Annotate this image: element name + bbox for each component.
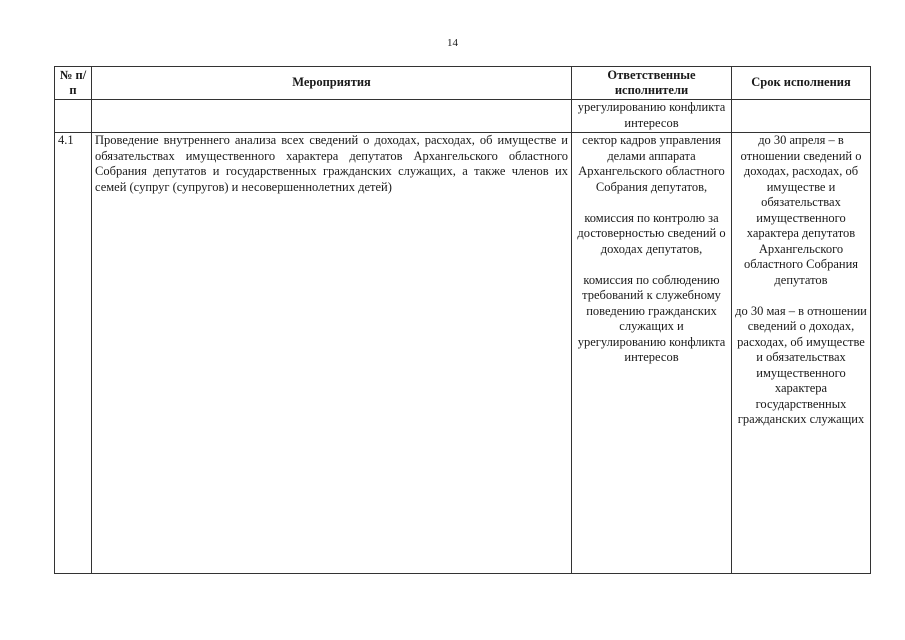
cell-responsible <box>572 133 732 574</box>
measures-table <box>54 66 871 574</box>
page-number: 14 <box>447 37 458 49</box>
table-row-continued <box>55 100 871 133</box>
cell-num-continued <box>55 100 92 133</box>
responsible-item: сектор кадров управления делами аппарата Архангельского областного Собрания депутатов, <box>578 133 725 194</box>
cell-responsible-continued: урегулированию конфликта интересов <box>572 100 732 133</box>
cell-measure: Проведение внутреннего анализа всех сведений о доходах, расходах, об имуществе и обязательствах имущественного характера депутатов Архангельского областного Собрания депутатов и государственных гражданских служащих, а также членов их семей (супруг (супругов) и несовершеннолетних детей) <box>92 133 572 574</box>
cell-term-continued <box>732 100 871 133</box>
table-row <box>55 133 871 574</box>
cell-term <box>732 133 871 574</box>
term-item: до 30 апреля – в отношении сведений о доходах, расходах, об имуществе и обязательствах имущественного характера депутатов Архангельского областного Собрания депутатов <box>740 133 862 287</box>
responsible-item: комиссия по соблюдению требований к служебному поведению гражданских служащих и урегулированию конфликта интересов <box>577 272 726 364</box>
header-term: Срок исполнения <box>732 67 871 100</box>
cell-measure-continued <box>92 100 572 133</box>
header-num: № п/п <box>55 67 92 100</box>
term-item: до 30 мая – в отношении сведений о доходах, расходах, об имуществе и обязательствах имущественного характера государственных гражданских служащих <box>735 303 867 426</box>
header-responsible: Ответственные исполнители <box>572 67 732 100</box>
header-measure: Мероприятия <box>92 67 572 100</box>
cell-num: 4.1 <box>55 133 92 574</box>
responsible-item: комиссия по контролю за достоверностью сведений о доходах депутатов, <box>577 210 726 256</box>
table-header-row <box>55 67 871 100</box>
